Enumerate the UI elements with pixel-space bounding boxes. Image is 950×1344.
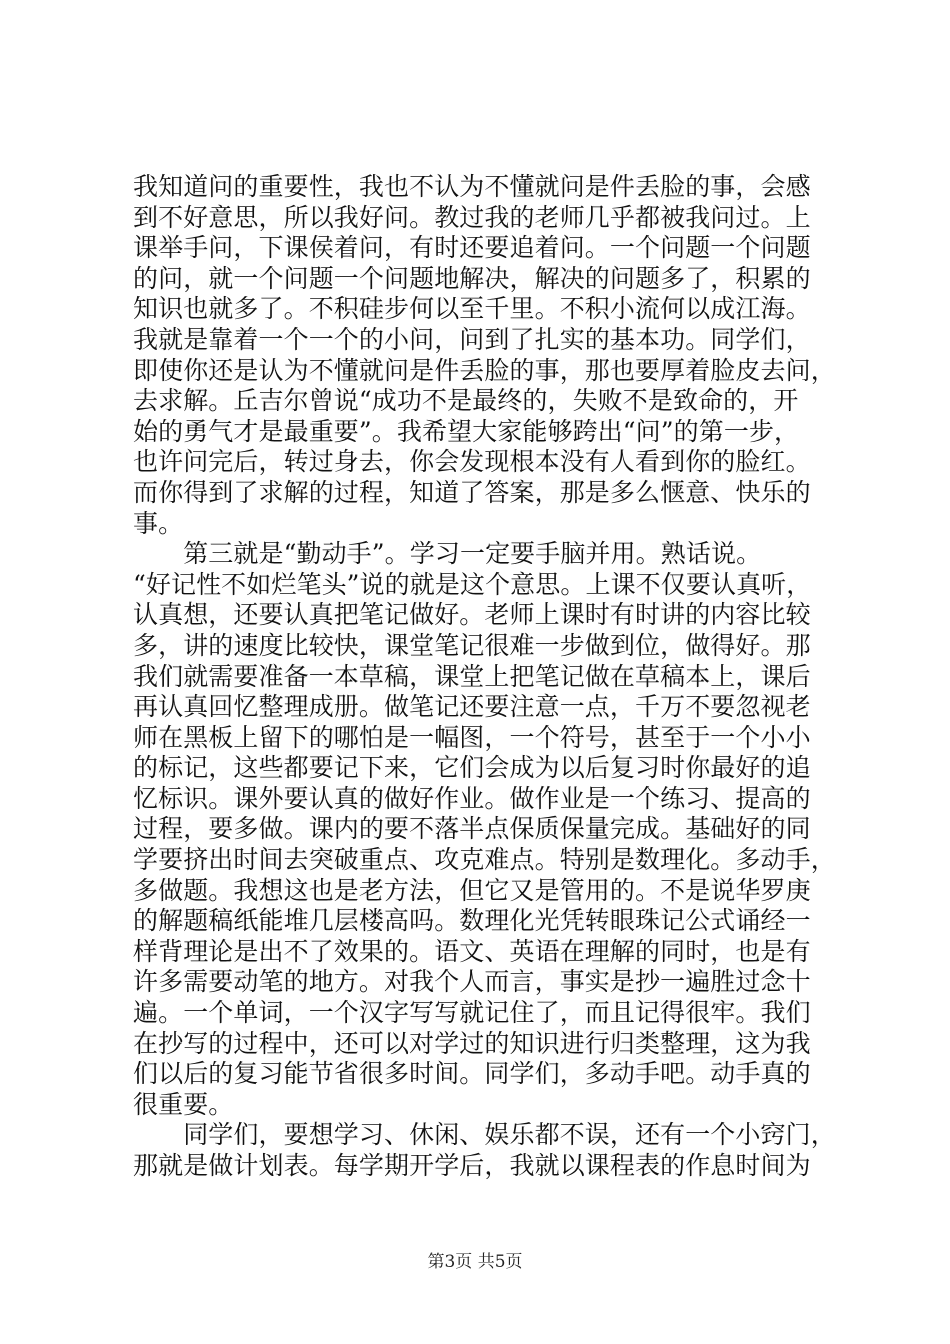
text-line: 遍。一个单词，一个汉字写写就记住了，而且记得很牢。我们 bbox=[133, 998, 811, 1028]
text-line: “好记性不如烂笔头”说的就是这个意思。上课不仅要认真听， bbox=[133, 569, 812, 599]
text-line: 的问，就一个问题一个问题地解决，解决的问题多了，积累的 bbox=[133, 263, 811, 293]
text-line: 去求解。丘吉尔曾说“成功不是最终的，失败不是致命的，开 bbox=[133, 386, 799, 416]
text-line: 多，讲的速度比较快，课堂笔记很难一步做到位，做得好。那 bbox=[133, 630, 811, 660]
text-line: 再认真回忆整理成册。做笔记还要注意一点，千万不要忽视老 bbox=[133, 692, 811, 722]
text-line: 我知道问的重要性，我也不认为不懂就问是件丢脸的事，会感 bbox=[133, 172, 811, 201]
text-line: 忆标识。课外要认真的做好作业。做作业是一个练习、提高的 bbox=[133, 783, 811, 813]
text-line: 那就是做计划表。每学期开学后，我就以课程表的作息时间为 bbox=[133, 1151, 811, 1180]
text-line: 我就是靠着一个一个的小问，问到了扎实的基本功。同学们， bbox=[133, 324, 811, 354]
text-line: 事。 bbox=[133, 508, 184, 538]
text-line: 的标记，这些都要记下来，它们会成为以后复习时你最好的追 bbox=[133, 753, 811, 783]
text-line: 也许问完后，转过身去，你会发现根本没有人看到你的脸红。 bbox=[133, 447, 811, 477]
text-line: 而你得到了求解的过程，知道了答案，那是多么惬意、快乐的 bbox=[133, 477, 811, 507]
text-line: 们以后的复习能节省很多时间。同学们，多动手吧。动手真的 bbox=[133, 1059, 811, 1089]
text-line: 过程，要多做。课内的要不落半点保质保量完成。基础好的同 bbox=[133, 814, 811, 844]
text-line: 学要挤出时间去突破重点、攻克难点。特别是数理化。多动手， bbox=[133, 845, 836, 875]
body-text bbox=[133, 172, 836, 1182]
text-line: 很重要。 bbox=[133, 1089, 234, 1119]
text-line: 第三就是“勤动手”。学习一定要手脑并用。熟话说。 bbox=[133, 539, 762, 569]
text-line: 到不好意思，所以我好问。教过我的老师几乎都被我问过。上 bbox=[133, 202, 811, 232]
text-line: 即使你还是认为不懂就问是件丢脸的事，那也要厚着脸皮去问， bbox=[133, 355, 836, 385]
text-line: 多做题。我想这也是老方法，但它又是管用的。不是说华罗庚 bbox=[133, 875, 811, 905]
text-line: 许多需要动笔的地方。对我个人而言，事实是抄一遍胜过念十 bbox=[133, 967, 811, 997]
page-footer: 第3页 共5页 bbox=[427, 1252, 523, 1272]
text-line: 始的勇气才是最重要”。我希望大家能够跨出“问”的第一步， bbox=[133, 416, 800, 446]
text-line: 在抄写的过程中，还可以对学过的知识进行归类整理，这为我 bbox=[133, 1028, 811, 1058]
text-line: 知识也就多了。不积硅步何以至千里。不积小流何以成江海。 bbox=[133, 294, 811, 324]
text-line: 认真想，还要认真把笔记做好。老师上课时有时讲的内容比较 bbox=[133, 600, 811, 630]
text-line: 样背理论是出不了效果的。语文、英语在理解的同时，也是有 bbox=[133, 936, 811, 966]
text-line: 同学们，要想学习、休闲、娱乐都不误，还有一个小窍门， bbox=[133, 1120, 836, 1150]
text-line: 课举手问，下课侯着问，有时还要追着问。一个问题一个问题 bbox=[133, 233, 811, 263]
text-line: 的解题稿纸能堆几层楼高吗。数理化光凭转眼珠记公式诵经一 bbox=[133, 906, 811, 936]
text-line: 师在黑板上留下的哪怕是一幅图，一个符号，甚至于一个小小 bbox=[133, 722, 811, 752]
text-line: 我们就需要准备一本草稿，课堂上把笔记做在草稿本上，课后 bbox=[133, 661, 811, 691]
